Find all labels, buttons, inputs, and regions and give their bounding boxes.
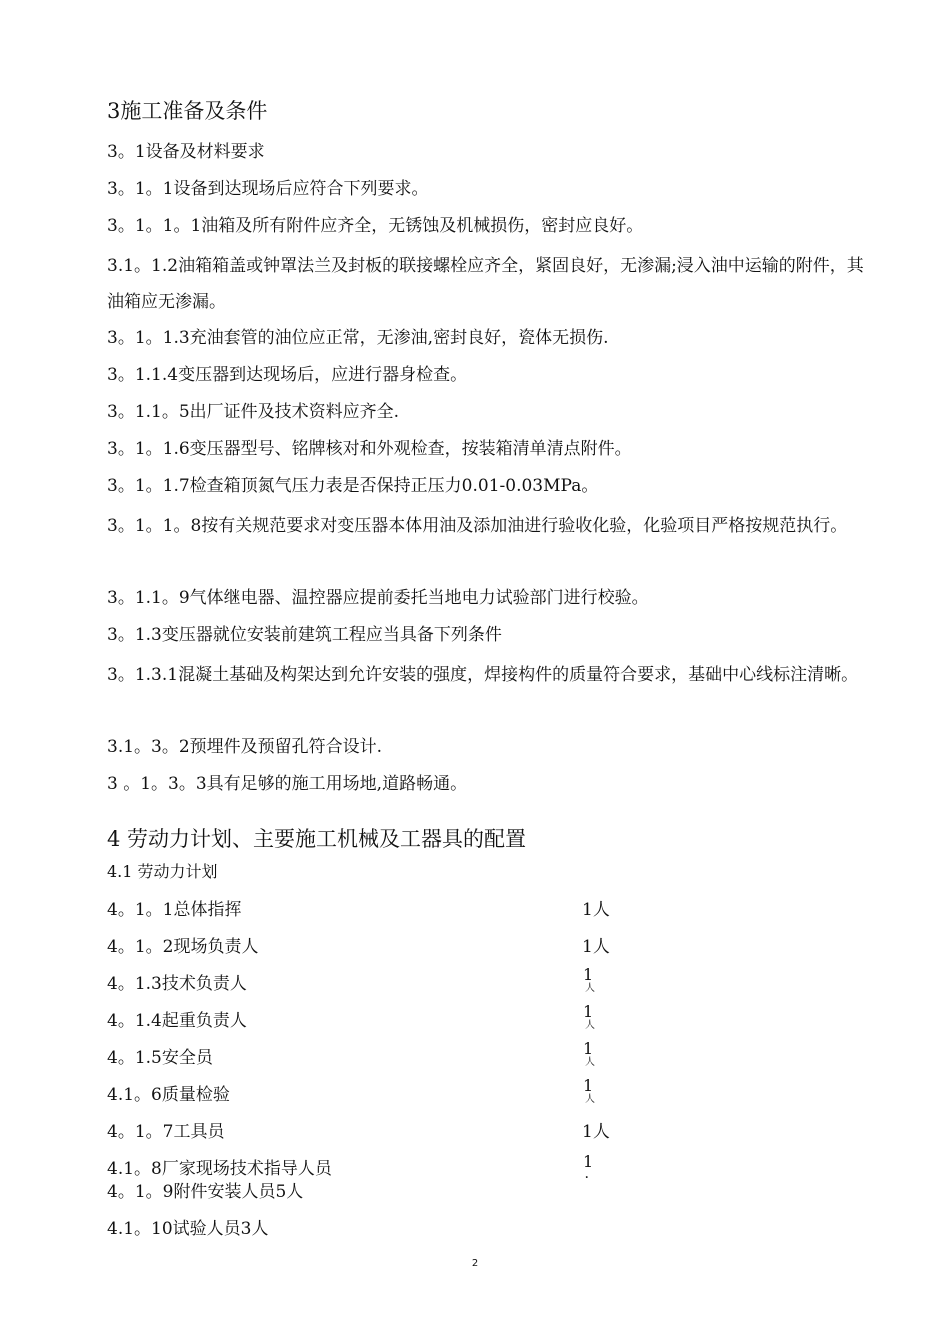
paragraph-3-1-1-5: 3。1.1。5出厂证件及技术资料应齐全. [107, 402, 400, 422]
labor-count [583, 1078, 597, 1106]
paragraph-3-1-3-2: 3.1。3。2预埋件及预留孔符合设计. [107, 737, 383, 757]
labor-count: 1人 [582, 1122, 610, 1142]
labor-count-unit: 人 [585, 1094, 595, 1105]
labor-count: 1人 [582, 937, 610, 957]
paragraph-3-1-1: 3。1。1设备到达现场后应符合下列要求。 [107, 179, 429, 199]
paragraph-3-1-3-1: 3。1.3.1混凝土基础及构架达到允许安装的强度，焊接构件的质量符合要求，基础中心线标注清晰。 [107, 665, 859, 685]
labor-role: 4.1。6质量检验 [107, 1085, 230, 1105]
paragraph-4-1-9: 4。1。9附件安装人员5人 [107, 1182, 304, 1202]
labor-count-number: 1 [583, 1002, 594, 1021]
labor-count [583, 1154, 597, 1182]
labor-count-unit: 人 [585, 1020, 595, 1031]
labor-count-number: 1 [583, 1152, 594, 1171]
paragraph-3-1-1-4: 3。1.1.4变压器到达现场后，应进行器身检查。 [107, 365, 468, 385]
page-number: 2 [471, 1258, 479, 1269]
labor-count [583, 967, 597, 995]
labor-role: 4。1。2现场负责人 [107, 937, 259, 957]
labor-role: 4。1.4起重负责人 [107, 1011, 247, 1031]
labor-role: 4。1.5安全员 [107, 1048, 213, 1068]
paragraph-3-1-1-3: 3。1。1.3充油套管的油位应正常，无渗油,密封良好，瓷体无损伤. [107, 328, 609, 348]
labor-role: 4。1。7工具员 [107, 1122, 225, 1142]
paragraph-3-1-1-8: 3。1。1。8按有关规范要求对变压器本体用油及添加油进行验收化验，化验项目严格按规范执行。 [107, 516, 848, 536]
paragraph-3-1-1-2: 3.1。1.2油箱箱盖或钟罩法兰及封板的联接螺栓应齐全，紧固良好，无渗漏;浸入油中运输的附件，其油箱应无渗漏。 [107, 256, 864, 312]
labor-count [583, 1041, 597, 1069]
labor-role: 4。1。1总体指挥 [107, 900, 242, 920]
paragraph-3-1-1-7: 3。1。1.7检查箱顶氮气压力表是否保持正压力0.01-0.03MPa。 [107, 476, 599, 496]
paragraph-3-1-1-6: 3。1。1.6变压器型号、铭牌核对和外观检查，按装箱清单清点附件。 [107, 439, 632, 459]
labor-count-unit: 人 [585, 983, 595, 994]
labor-role: 4.1。8厂家现场技术指导人员 [107, 1159, 332, 1179]
labor-role: 4。1.3技术负责人 [107, 974, 247, 994]
labor-count: 1人 [582, 900, 610, 920]
labor-count-unit: . [585, 1170, 589, 1181]
section-3-heading: 3施工准备及条件 [107, 99, 268, 123]
paragraph-3-1-3: 3。1.3变压器就位安装前建筑工程应当具备下列条件 [107, 625, 502, 645]
paragraph-3-1: 3。1设备及材料要求 [107, 142, 265, 162]
section-4-heading: 4 劳动力计划、主要施工机械及工器具的配置 [107, 827, 527, 851]
labor-count-number: 1 [583, 1039, 594, 1058]
paragraph-3-1-1-1: 3。1。1。1油箱及所有附件应齐全，无锈蚀及机械损伤，密封应良好。 [107, 216, 644, 236]
labor-count [583, 1004, 597, 1032]
section-4-1-heading: 4.1 劳动力计划 [107, 862, 218, 881]
paragraph-3-1-3-3: 3 。1。3。3具有足够的施工用场地,道路畅通。 [107, 774, 468, 794]
labor-count-number: 1 [583, 965, 594, 984]
paragraph-4-1-10: 4.1。10试验人员3人 [107, 1219, 269, 1239]
paragraph-3-1-1-9: 3。1.1。9气体继电器、温控器应提前委托当地电力试验部门进行校验。 [107, 588, 649, 608]
labor-count-unit: 人 [585, 1057, 595, 1068]
labor-count-number: 1 [583, 1076, 594, 1095]
